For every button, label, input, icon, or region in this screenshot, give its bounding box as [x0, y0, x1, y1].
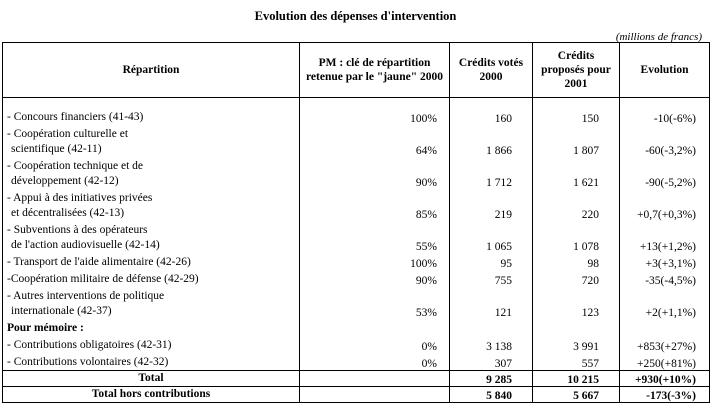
table-row	[3, 336, 710, 353]
row-credits-votes: 1 065	[450, 221, 533, 253]
row-evolution: -90(-5,2%)	[620, 157, 710, 189]
row-credits-proposes: 123	[533, 287, 620, 319]
row-credits-votes: 755	[450, 270, 533, 287]
table-row	[3, 157, 710, 189]
row-credits-proposes: 557	[533, 353, 620, 371]
row-credits-proposes: 1 078	[533, 221, 620, 253]
row-credits-votes: 307	[450, 353, 533, 371]
table-title: Evolution des dépenses d'intervention	[254, 9, 457, 23]
total-credits-proposes: 10 215	[533, 371, 620, 387]
row-pm: 53%	[300, 287, 450, 319]
row-pm: 0%	[300, 336, 450, 353]
table-row	[3, 287, 710, 319]
header-repartition: Répartition	[3, 43, 300, 98]
row-credits-proposes: 3 991	[533, 336, 620, 353]
row-label-line1: - Appui à des initiatives privées	[7, 192, 153, 204]
header-credits-votes: Crédits votés 2000	[450, 43, 533, 98]
row-evolution: +2(+1,1%)	[620, 287, 710, 319]
row-credits-votes: 121	[450, 287, 533, 319]
row-label-line1: - Coopération technique et de	[7, 160, 144, 172]
row-credits-proposes: 150	[533, 108, 620, 125]
row-label: - Concours financiers (41-43)	[3, 108, 300, 125]
row-pm: 64%	[300, 125, 450, 157]
row-pm: 0%	[300, 353, 450, 371]
row-evolution: -35(-4,5%)	[620, 270, 710, 287]
table-row	[3, 125, 710, 157]
row-credits-votes: 219	[450, 189, 533, 221]
row-label: -Coopération militaire de défense (42-29)	[3, 270, 300, 287]
row-label	[3, 157, 300, 189]
row-pm: 90%	[300, 270, 450, 287]
memo-row	[3, 319, 710, 336]
total-hc-evolution: -173(-3%)	[620, 387, 710, 403]
row-credits-proposes: 1 807	[533, 125, 620, 157]
row-label-line1: - Autres interventions de politique	[7, 290, 165, 302]
memo-label: Pour mémoire :	[3, 319, 300, 336]
row-label-line2: développement (42-12)	[11, 175, 119, 187]
row-evolution: +13(+1,2%)	[620, 221, 710, 253]
row-pm: 100%	[300, 108, 450, 125]
row-evolution: +250(+81%)	[620, 353, 710, 371]
total-hc-credits-votes: 5 840	[450, 387, 533, 403]
unit-note: (millions de francs)	[615, 31, 702, 43]
row-credits-proposes: 1 621	[533, 157, 620, 189]
row-label	[3, 221, 300, 253]
row-label	[3, 125, 300, 157]
row-pm: 55%	[300, 221, 450, 253]
table-row	[3, 108, 710, 125]
header-pm: PM : clé de répartition retenue par le "jaune" 2000	[300, 43, 450, 98]
table-row	[3, 353, 710, 371]
total-hc-row	[3, 387, 710, 403]
row-evolution: -60(-3,2%)	[620, 125, 710, 157]
row-label-line2: internationale (42-37)	[11, 305, 112, 317]
row-label: - Contributions obligatoires (42-31)	[3, 336, 300, 353]
table-row	[3, 221, 710, 253]
total-hc-label: Total hors contributions	[3, 387, 300, 403]
row-credits-votes: 1 712	[450, 157, 533, 189]
row-credits-votes: 1 866	[450, 125, 533, 157]
row-label-line1: - Coopération culturelle et	[7, 128, 129, 140]
table-row	[3, 189, 710, 221]
row-label: - Transport de l'aide alimentaire (42-26)	[3, 253, 300, 270]
row-label-line1: - Subventions à des opérateurs	[7, 224, 148, 236]
row-credits-proposes: 220	[533, 189, 620, 221]
row-credits-votes: 3 138	[450, 336, 533, 353]
row-pm: 85%	[300, 189, 450, 221]
total-evolution: +930(+10%)	[620, 371, 710, 387]
total-row	[3, 371, 710, 387]
total-hc-credits-proposes: 5 667	[533, 387, 620, 403]
expenditure-table	[2, 42, 710, 403]
table-row	[3, 253, 710, 270]
total-label: Total	[3, 371, 300, 387]
table-row	[3, 270, 710, 287]
row-label	[3, 287, 300, 319]
row-evolution: -10(-6%)	[620, 108, 710, 125]
total-credits-votes: 9 285	[450, 371, 533, 387]
row-label-line2: de l'action audiovisuelle (42-14)	[11, 239, 160, 251]
row-credits-votes: 160	[450, 108, 533, 125]
row-label	[3, 189, 300, 221]
row-pm: 90%	[300, 157, 450, 189]
row-credits-proposes: 720	[533, 270, 620, 287]
row-label-line2: et décentralisées (42-13)	[11, 207, 125, 219]
row-evolution: +3(+3,1%)	[620, 253, 710, 270]
row-label: - Contributions volontaires (42-32)	[3, 353, 300, 371]
row-evolution: +853(+27%)	[620, 336, 710, 353]
row-evolution: +0,7(+0,3%)	[620, 189, 710, 221]
row-credits-votes: 95	[450, 253, 533, 270]
row-credits-proposes: 98	[533, 253, 620, 270]
header-credits-proposes: Crédits proposés pour 2001	[533, 43, 620, 98]
row-pm: 100%	[300, 253, 450, 270]
row-label-line2: scientifique (42-11)	[11, 143, 102, 155]
header-evolution: Evolution	[620, 43, 710, 98]
